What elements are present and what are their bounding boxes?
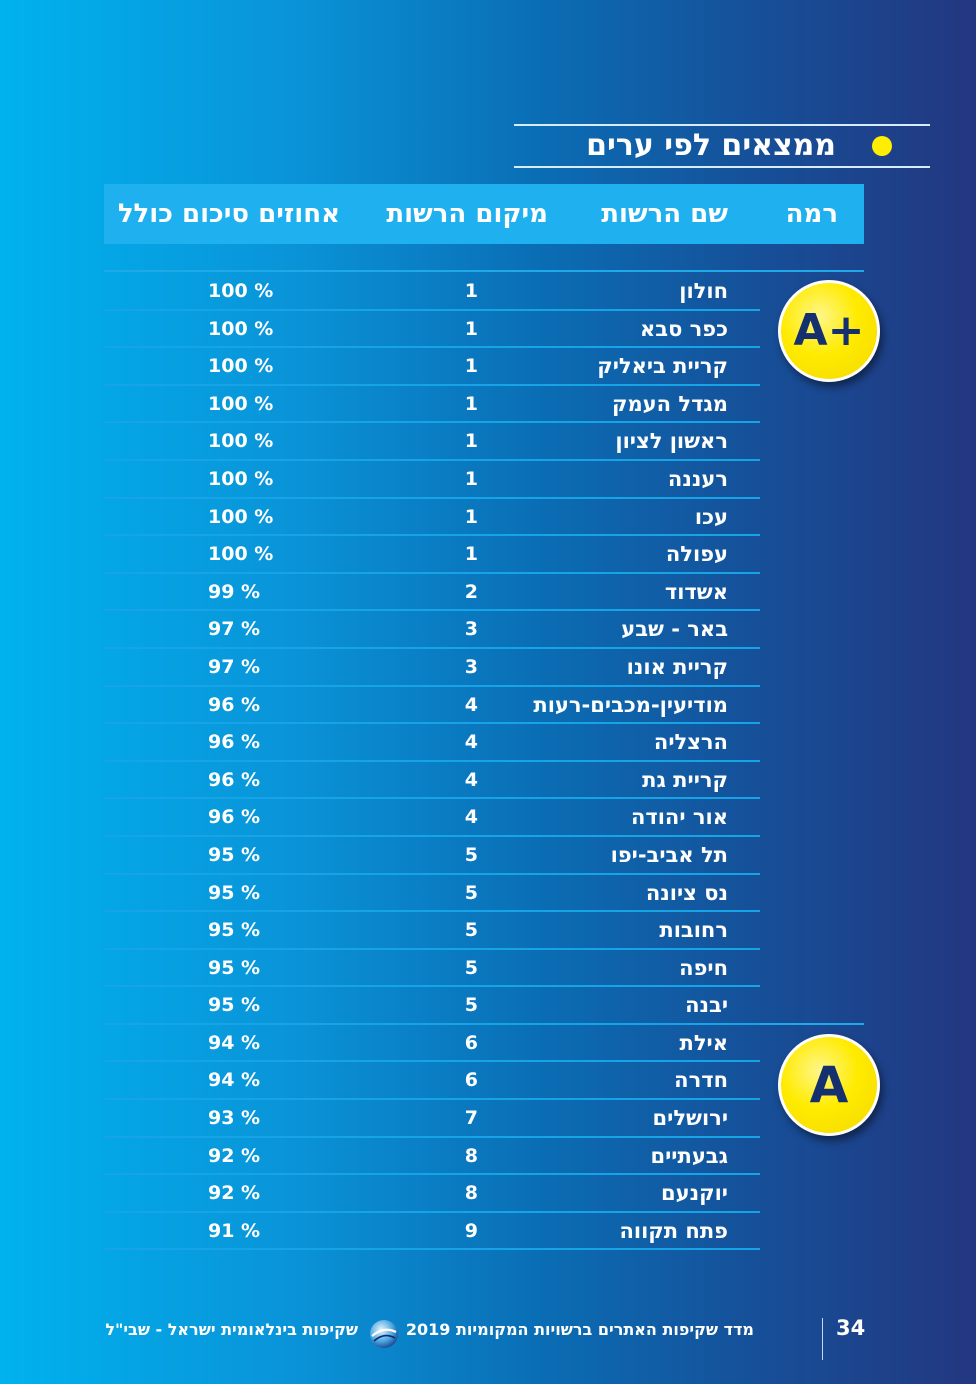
authority-name: חדרה <box>674 1068 728 1093</box>
total-percent: 100 % <box>208 317 274 340</box>
table-row <box>104 687 760 725</box>
total-percent: 100 % <box>208 280 274 302</box>
total-percent: 95 % <box>208 843 261 866</box>
table-row <box>104 837 760 875</box>
total-percent: 100 % <box>208 505 274 528</box>
authority-name: קריית גת <box>642 767 728 792</box>
authority-name: מודיעין-מכבים-רעות <box>533 692 728 717</box>
authority-name: אילת <box>679 1030 728 1055</box>
page-number: 34 <box>836 1316 866 1340</box>
authority-rank: 5 <box>464 994 478 1017</box>
level-badge-a: A <box>778 1034 880 1136</box>
authority-name: מגדל העמק <box>611 391 728 416</box>
authority-rank: 1 <box>464 543 478 566</box>
table-row <box>104 348 760 386</box>
authority-rank: 1 <box>464 430 478 453</box>
table-row <box>104 1100 760 1138</box>
total-percent: 97 % <box>208 655 261 678</box>
table-row <box>104 912 760 950</box>
authority-rank: 1 <box>464 317 478 340</box>
authority-rank: 5 <box>464 919 478 942</box>
authority-name: קריית ביאליק <box>597 354 728 379</box>
total-percent: 96 % <box>208 806 261 829</box>
header-level: רמה <box>785 199 838 229</box>
table-row <box>104 987 760 1025</box>
authority-rank: 5 <box>464 843 478 866</box>
authority-name: ירושלים <box>652 1106 728 1131</box>
authority-name: אור יהודה <box>630 805 728 830</box>
total-percent: 100 % <box>208 467 274 490</box>
total-percent: 95 % <box>208 919 261 942</box>
authority-rank: 4 <box>464 768 478 791</box>
authority-rank: 8 <box>464 1144 478 1167</box>
total-percent: 95 % <box>208 956 261 979</box>
authority-name: באר - שבע <box>621 617 728 642</box>
table-row <box>104 1025 760 1063</box>
results-table-body <box>104 273 760 1250</box>
table-row <box>104 423 760 461</box>
table-row <box>104 799 760 837</box>
total-percent: 100 % <box>208 392 274 415</box>
footer-organization: שקיפות בינלאומית ישראל - שבי"ל <box>105 1320 358 1339</box>
authority-rank: 5 <box>464 956 478 979</box>
table-row <box>104 574 760 612</box>
header-authority-name: שם הרשות <box>601 199 728 229</box>
footer-divider <box>822 1318 823 1360</box>
authority-name: פתח תקווה <box>619 1218 728 1243</box>
total-percent: 95 % <box>208 881 261 904</box>
authority-rank: 1 <box>464 280 478 302</box>
table-row <box>104 1138 760 1176</box>
authority-name: כפר סבא <box>639 316 728 341</box>
authority-rank: 7 <box>464 1107 478 1130</box>
authority-rank: 4 <box>464 806 478 829</box>
table-header <box>104 184 864 244</box>
authority-name: חיפה <box>679 955 728 980</box>
table-row <box>104 1175 760 1213</box>
table-row <box>104 273 760 311</box>
authority-rank: 2 <box>464 580 478 603</box>
total-percent: 91 % <box>208 1219 261 1242</box>
authority-rank: 6 <box>464 1069 478 1092</box>
table-row <box>104 762 760 800</box>
authority-rank: 6 <box>464 1031 478 1054</box>
authority-name: יבנה <box>685 993 728 1018</box>
table-row <box>104 875 760 913</box>
table-row <box>104 311 760 349</box>
authority-rank: 1 <box>464 355 478 378</box>
authority-name: אשדוד <box>664 579 728 604</box>
authority-name: גבעתיים <box>650 1143 728 1168</box>
authority-name: יוקנעם <box>661 1181 728 1206</box>
authority-name: רעננה <box>667 466 728 491</box>
table-row <box>104 649 760 687</box>
authority-rank: 3 <box>464 618 478 641</box>
authority-rank: 1 <box>464 392 478 415</box>
total-percent: 100 % <box>208 543 274 566</box>
authority-name: ראשון לציון <box>615 429 728 454</box>
total-percent: 100 % <box>208 430 274 453</box>
table-row <box>104 611 760 649</box>
total-percent: 96 % <box>208 693 261 716</box>
section-title: ממצאים לפי ערים <box>586 128 836 163</box>
authority-rank: 1 <box>464 467 478 490</box>
total-percent: 94 % <box>208 1031 261 1054</box>
footer-index-title: מדד שקיפות האתרים ברשויות המקומיות 2019 <box>405 1320 754 1339</box>
total-percent: 92 % <box>208 1182 261 1205</box>
total-percent: 96 % <box>208 768 261 791</box>
authority-name: קריית אונו <box>626 654 728 679</box>
authority-rank: 4 <box>464 731 478 754</box>
authority-name: נס ציונה <box>645 880 728 905</box>
header-divider <box>104 270 864 272</box>
table-row <box>104 950 760 988</box>
authority-rank: 3 <box>464 655 478 678</box>
authority-name: רחובות <box>659 918 728 943</box>
total-percent: 93 % <box>208 1107 261 1130</box>
total-percent: 100 % <box>208 355 274 378</box>
header-authority-rank: מיקום הרשות <box>386 199 548 229</box>
table-row <box>104 386 760 424</box>
total-percent: 95 % <box>208 994 261 1017</box>
authority-rank: 9 <box>464 1219 478 1242</box>
authority-name: עכו <box>694 504 728 529</box>
total-percent: 96 % <box>208 731 261 754</box>
total-percent: 94 % <box>208 1069 261 1092</box>
authority-rank: 1 <box>464 505 478 528</box>
table-row <box>104 1213 760 1251</box>
authority-name: תל אביב-יפו <box>610 842 728 867</box>
authority-name: הרצליה <box>653 730 728 755</box>
table-row <box>104 724 760 762</box>
authority-rank: 4 <box>464 693 478 716</box>
bullet-dot-icon <box>872 136 892 156</box>
level-badge-a-plus: A+ <box>778 280 880 382</box>
authority-rank: 5 <box>464 881 478 904</box>
section-title-bar <box>514 124 930 168</box>
authority-name: חולון <box>679 279 728 303</box>
globe-logo-icon <box>368 1318 400 1350</box>
total-percent: 92 % <box>208 1144 261 1167</box>
table-row <box>104 499 760 537</box>
header-total-percent: אחוזים סיכום כולל <box>117 199 340 229</box>
table-row <box>104 1062 760 1100</box>
table-row <box>104 461 760 499</box>
authority-name: עפולה <box>665 542 728 567</box>
table-row <box>104 536 760 574</box>
authority-rank: 8 <box>464 1182 478 1205</box>
total-percent: 99 % <box>208 580 261 603</box>
total-percent: 97 % <box>208 618 261 641</box>
